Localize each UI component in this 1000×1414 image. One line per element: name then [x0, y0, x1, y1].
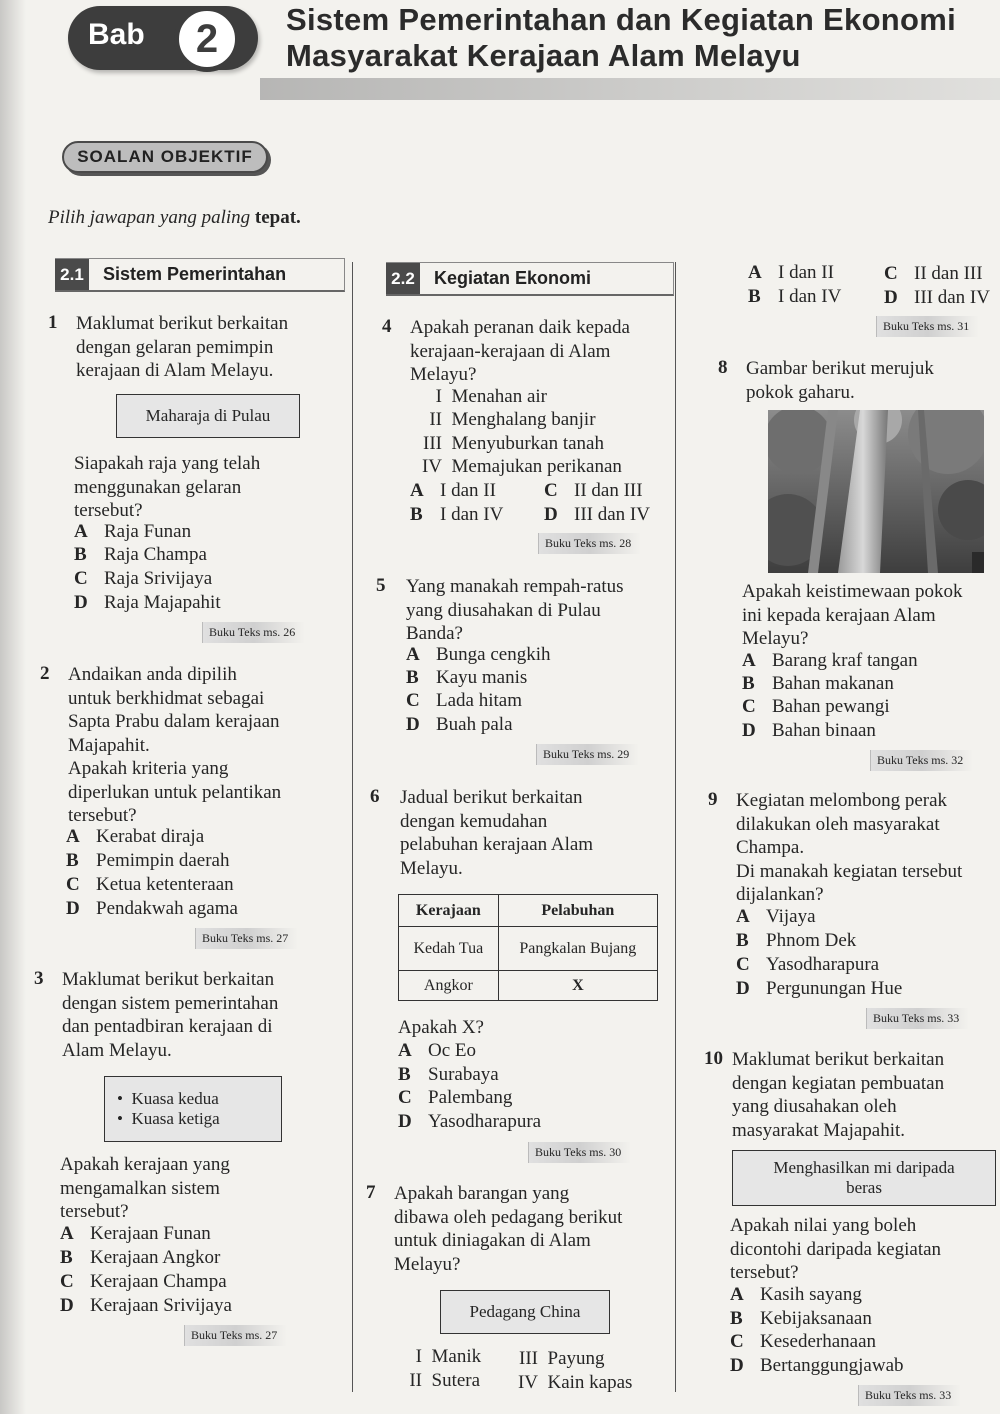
question-5-stem: Yang manakah rempah-ratus yang diusahakan di Pulau Banda? — [406, 576, 624, 644]
option[interactable]: A I dan II — [410, 480, 496, 501]
option[interactable]: B Kayu manis — [406, 667, 528, 688]
textbook-reference: Buku Teks ms. 31 — [876, 316, 979, 337]
question-8-question: Apakah keistimewaan pokok ini kepada kerajaan Alam Melayu? — [742, 581, 963, 649]
option[interactable]: C Kerajaan Champa — [60, 1271, 227, 1292]
option[interactable]: A Oc Eo — [398, 1040, 477, 1061]
option[interactable]: A Kasih sayang — [730, 1284, 862, 1305]
question-number: 1 — [48, 312, 58, 333]
option[interactable]: B Pemimpin daerah — [66, 850, 230, 871]
roman-statement: III Menyuburkan tanah — [423, 433, 604, 454]
ports-table — [398, 894, 658, 1001]
option[interactable]: D III dan IV — [884, 287, 990, 308]
option[interactable]: D Bertanggungjawab — [730, 1355, 904, 1376]
column-divider — [675, 262, 676, 1392]
topic-number: 2.1 — [55, 259, 89, 290]
info-box: • Kuasa kedua • Kuasa ketiga — [104, 1076, 282, 1142]
textbook-reference: Buku Teks ms. 26 — [202, 622, 305, 643]
question-9-stem: Kegiatan melombong perak dilakukan oleh masyarakat Champa. Di manakah kegiatan tersebut dijalankan? — [736, 790, 963, 905]
option[interactable]: A Barang kraf tangan — [742, 650, 918, 671]
roman-statement: IV Kain kapas — [517, 1372, 633, 1393]
section-badge: SOALAN OBJEKTIF — [62, 141, 268, 173]
textbook-reference: Buku Teks ms. 27 — [184, 1325, 287, 1346]
option[interactable]: B Raja Champa — [74, 544, 207, 565]
option[interactable]: B Kerajaan Angkor — [60, 1247, 221, 1268]
question-3-stem: Maklumat berikut berkaitan dengan sistem pemerintahan dan pentadbiran kerajaan di Alam Melayu. — [62, 969, 279, 1061]
topic-label: Kegiatan Ekonomi — [434, 268, 592, 288]
option[interactable]: A Kerabat diraja — [66, 826, 205, 847]
topic-header-2-2 — [386, 262, 674, 296]
option[interactable]: C Kesederhanaan — [730, 1331, 877, 1352]
topic-label: Sistem Pemerintahan — [103, 264, 287, 284]
option[interactable]: D Buah pala — [406, 714, 513, 735]
option[interactable]: B Kebijaksanaan — [730, 1308, 872, 1329]
table-cell: Pangkalan Bujang — [498, 927, 657, 971]
question-number: 7 — [366, 1182, 376, 1203]
table-row — [399, 927, 658, 971]
option[interactable]: A Raja Funan — [74, 521, 192, 542]
textbook-reference: Buku Teks ms. 27 — [195, 928, 298, 949]
topic-header-2-1 — [55, 258, 345, 292]
table-header: Kerajaan — [399, 895, 499, 927]
table-cell: Kedah Tua — [399, 927, 499, 971]
option[interactable]: C Bahan pewangi — [742, 696, 890, 717]
textbook-reference: Buku Teks ms. 29 — [536, 744, 639, 765]
option[interactable]: C Raja Srivijaya — [74, 568, 213, 589]
table-cell: X — [498, 971, 657, 1001]
question-10-question: Apakah nilai yang boleh dicontohi daripada kegiatan tersebut? — [730, 1215, 942, 1283]
roman-statement: II Sutera — [409, 1370, 481, 1391]
question-number: 5 — [376, 575, 386, 596]
topic-number: 2.2 — [386, 263, 420, 294]
info-box: Maharaja di Pulau — [116, 394, 300, 438]
instruction: Pilih jawapan yang paling tepat. — [48, 207, 301, 228]
question-8-stem: Gambar berikut merujuk pokok gaharu. — [746, 358, 934, 403]
option[interactable]: C II dan III — [884, 263, 983, 284]
header-band — [260, 78, 1000, 100]
agarwood-tree-photo — [768, 410, 984, 573]
column-divider — [352, 262, 353, 1392]
chapter-number: 2 — [174, 6, 240, 72]
option[interactable]: C Palembang — [398, 1087, 513, 1108]
chapter-label: Bab — [88, 18, 145, 51]
question-number: 3 — [34, 968, 44, 989]
roman-statement: III Payung — [519, 1348, 605, 1369]
roman-statement: I Manik — [415, 1346, 482, 1367]
table-cell: Angkor — [399, 971, 499, 1001]
roman-statement: I Menahan air — [435, 386, 547, 407]
textbook-reference: Buku Teks ms. 33 — [858, 1385, 961, 1406]
option[interactable]: D Raja Majapahit — [74, 592, 221, 613]
option[interactable]: D Kerajaan Srivijaya — [60, 1295, 232, 1316]
textbook-reference: Buku Teks ms. 30 — [528, 1142, 631, 1163]
option[interactable]: A I dan II — [748, 262, 834, 283]
option[interactable]: B Surabaya — [398, 1064, 499, 1085]
option[interactable]: B I dan IV — [410, 504, 504, 525]
table-header: Pelabuhan — [498, 895, 657, 927]
option[interactable]: C II dan III — [544, 480, 643, 501]
question-number: 4 — [382, 316, 392, 337]
option[interactable]: D Bahan binaan — [742, 720, 876, 741]
textbook-reference: Buku Teks ms. 28 — [538, 533, 641, 554]
option[interactable]: A Kerajaan Funan — [60, 1223, 211, 1244]
option[interactable]: C Yasodharapura — [736, 954, 880, 975]
question-1-question: Siapakah raja yang telah menggunakan gelaran tersebut? — [74, 453, 261, 521]
question-number: 10 — [704, 1048, 723, 1069]
page-edge-shadow — [0, 0, 26, 1414]
question-4-stem: Apakah peranan daik kepada kerajaan-kerajaan di Alam Melayu? — [410, 317, 630, 385]
option[interactable]: D Pergunungan Hue — [736, 978, 903, 999]
question-1-stem: Maklumat berikut berkaitan dengan gelaran pemimpin kerajaan di Alam Melayu. — [76, 313, 289, 381]
question-2-stem: Andaikan anda dipilih untuk berkhidmat sebagai Sapta Prabu dalam kerajaan Majapahit. Apakah kriteria yang diperlukan untuk pelantikan tersebut? — [68, 664, 282, 826]
question-number: 6 — [370, 786, 380, 807]
question-3-question: Apakah kerajaan yang mengamalkan sistem tersebut? — [60, 1154, 230, 1222]
question-number: 9 — [708, 789, 718, 810]
option[interactable]: C Ketua ketenteraan — [66, 874, 234, 895]
info-box: Menghasilkan mi daripada beras — [732, 1150, 996, 1206]
question-6-stem: Jadual berikut berkaitan dengan kemudahan pelabuhan kerajaan Alam Melayu. — [400, 787, 594, 879]
question-number: 8 — [718, 357, 728, 378]
textbook-reference: Buku Teks ms. 33 — [866, 1008, 969, 1029]
table-row — [399, 971, 658, 1001]
question-10-stem: Maklumat berikut berkaitan dengan kegiatan pembuatan yang diusahakan oleh masyarakat Majapahit. — [732, 1049, 945, 1141]
chapter-title-line1: Sistem Pemerintahan dan Kegiatan Ekonomi — [286, 2, 957, 37]
chapter-title-line2: Masyarakat Kerajaan Alam Melayu — [286, 38, 801, 73]
textbook-reference: Buku Teks ms. 32 — [870, 750, 973, 771]
question-6-question: Apakah X? — [398, 1017, 484, 1038]
option[interactable]: C Lada hitam — [406, 690, 522, 711]
option[interactable]: B I dan IV — [748, 286, 842, 307]
question-7-stem: Apakah barangan yang dibawa oleh pedagang berikut untuk diniagakan di Alam Melayu? — [394, 1183, 623, 1275]
option[interactable]: B Bahan makanan — [742, 673, 894, 694]
info-box: Pedagang China — [440, 1290, 610, 1334]
option[interactable]: B Phnom Dek — [736, 930, 857, 951]
question-number: 2 — [40, 663, 50, 684]
option[interactable]: A Vijaya — [736, 906, 816, 927]
roman-statement: IV Memajukan perikanan — [421, 456, 622, 477]
option[interactable]: D Pendakwah agama — [66, 898, 238, 919]
option[interactable]: A Bunga cengkih — [406, 644, 551, 665]
option[interactable]: D Yasodharapura — [398, 1111, 542, 1132]
option[interactable]: D III dan IV — [544, 504, 650, 525]
roman-statement: II Menghalang banjir — [429, 409, 596, 430]
